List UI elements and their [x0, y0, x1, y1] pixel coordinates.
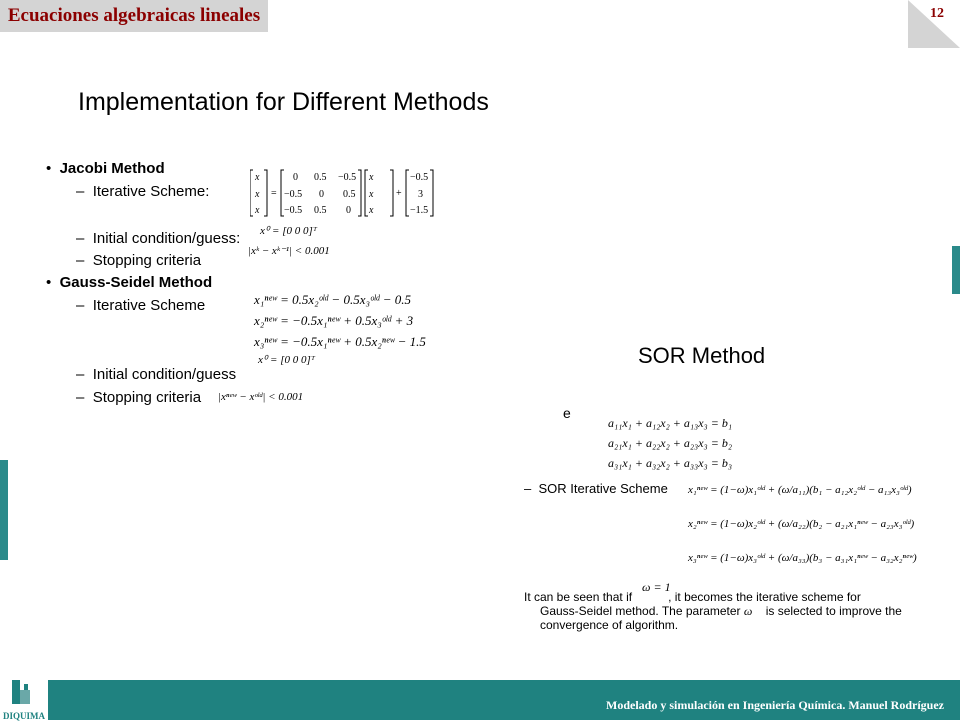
rhs-cell: −1.5	[410, 205, 429, 216]
jacobi-iterative-item: – Iterative Scheme:	[76, 183, 210, 200]
sor-fragment: e	[563, 405, 571, 421]
rhs-cell: 3	[418, 189, 423, 200]
matrix-cell: 0	[293, 172, 298, 183]
sor-note-line-3	[524, 618, 924, 632]
sor-system-1: a₁₁x₁ + a₁₂x₂ + a₁₃x₃ = b₁	[608, 416, 732, 430]
gs-iterative-label: Iterative Scheme	[92, 297, 206, 314]
sor-note-line-1	[524, 590, 924, 604]
matrix-cell: 0.5	[314, 172, 327, 183]
gs-initial-equation: x⁰ = [0 0 0]ᵀ	[258, 354, 316, 366]
sor-title: SOR Method	[638, 343, 766, 368]
sor-iterative-item: – SOR Iterative Scheme	[524, 481, 668, 496]
note-text-2b: is selected to improve the	[765, 604, 902, 618]
footer-bar	[0, 680, 960, 720]
sor-iteration-2: x₂ⁿᵉʷ = (1−ω)x₂ᵒˡᵈ + (ω/a₂₂)(b₂ − a₂₁x₁ⁿᵉʷ − a₂₃x₃ᵒˡᵈ)	[688, 518, 915, 530]
svg-text:=: =	[271, 188, 277, 199]
matrix-cell: 0.5	[314, 205, 327, 216]
gs-initial-item: – Initial condition/guess	[76, 366, 237, 383]
note-text-1b: , it becomes the iterative scheme for	[668, 590, 861, 604]
svg-text:x: x	[369, 205, 374, 216]
gauss-seidel-heading: Gauss-Seidel Method	[59, 274, 213, 291]
accent-bar-right	[952, 246, 960, 294]
jacobi-heading: Jacobi Method	[59, 160, 165, 177]
accent-bar-left	[0, 460, 8, 560]
gs-equation-1: x₁ⁿᵉʷ = 0.5x₂ᵒˡᵈ − 0.5x₃ᵒˡᵈ − 0.5	[254, 292, 412, 307]
sor-system-3: a₃₁x₁ + a₃₂x₂ + a₃₃x₃ = b₃	[608, 456, 732, 470]
jacobi-stopping-label: Stopping criteria	[92, 252, 202, 269]
gs-equation-3: x₃ⁿᵉʷ = −0.5x₁ⁿᵉʷ + 0.5x₂ⁿᵉʷ − 1.5	[254, 334, 426, 349]
jacobi-stop-equation: |xᵏ − xᵏ⁻¹| < 0.001	[248, 245, 330, 257]
jacobi-bullet: • Jacobi Method	[46, 160, 165, 177]
svg-text:x: x	[255, 205, 260, 216]
matrix-cell: 0	[346, 205, 351, 216]
jacobi-initial-equation: x⁰ = [0 0 0]ᵀ	[260, 225, 318, 237]
footer-text: Modelado y simulación en Ingeniería Química. Manuel Rodríguez	[606, 698, 944, 712]
matrix-cell: 0.5	[343, 189, 356, 200]
omega-equation: ω = 1	[642, 580, 671, 594]
gs-stopping-item: – Stopping criteria	[76, 389, 202, 406]
sor-note-line-2	[524, 604, 924, 618]
matrix-cell: 0	[319, 189, 324, 200]
gs-equation-2: x₂ⁿᵉʷ = −0.5x₁ⁿᵉʷ + 0.5x₃ᵒˡᵈ + 3	[254, 313, 414, 328]
section-title: Ecuaciones algebraicas lineales	[0, 0, 268, 32]
gs-stop-equation: |xⁿᵉʷ − xᵒˡᵈ| < 0.001	[218, 391, 304, 403]
jacobi-iterative-label: Iterative Scheme:	[92, 183, 210, 200]
sor-system-2: a₂₁x₁ + a₂₂x₂ + a₂₃x₃ = b₂	[608, 436, 732, 450]
note-text-3: convergence of algorithm.	[540, 618, 679, 632]
sor-note	[524, 590, 924, 632]
logo-icon	[0, 676, 48, 712]
sor-iteration-1: x₁ⁿᵉʷ = (1−ω)x₁ᵒˡᵈ + (ω/a₁₁)(b₁ − a₁₂x₂ᵒˡᵈ − a₁₃x₃ᵒˡᵈ)	[688, 484, 912, 496]
note-text-2: Gauss-Seidel method. The parameter	[540, 604, 741, 618]
note-text-1: It can be seen that if	[524, 590, 633, 604]
jacobi-initial-label: Initial condition/guess:	[92, 230, 241, 247]
svg-text:x: x	[369, 172, 374, 183]
gs-stopping-label: Stopping criteria	[92, 389, 202, 406]
svg-text:x: x	[369, 189, 374, 200]
sor-iteration-3: x₃ⁿᵉʷ = (1−ω)x₃ᵒˡᵈ + (ω/a₃₃)(b₃ − a₃₁x₁ⁿᵉʷ − a₃₂x₂ⁿᵉʷ)	[688, 552, 917, 564]
gs-initial-label: Initial condition/guess	[92, 366, 237, 383]
omega-symbol: ω	[743, 604, 753, 618]
matrix-cell: −0.5	[284, 189, 303, 200]
svg-text:x: x	[255, 172, 260, 183]
svg-text:+: +	[396, 188, 402, 199]
matrix-cell: −0.5	[284, 205, 303, 216]
slide-title: Implementation for Different Methods	[78, 88, 489, 116]
logo-label: DIQUIMA	[3, 711, 45, 721]
rhs-cell: −0.5	[410, 172, 429, 183]
gs-iterative-item: – Iterative Scheme	[76, 297, 206, 314]
sor-iterative-label: SOR Iterative Scheme	[538, 481, 668, 496]
jacobi-initial-item: – Initial condition/guess:	[76, 230, 241, 247]
gauss-seidel-bullet: • Gauss-Seidel Method	[46, 274, 213, 291]
jacobi-stopping-item: – Stopping criteria	[76, 252, 202, 269]
jacobi-matrix-equation	[250, 168, 450, 218]
page-number: 12	[930, 6, 944, 21]
svg-text:x: x	[255, 189, 260, 200]
matrix-cell: −0.5	[338, 172, 357, 183]
